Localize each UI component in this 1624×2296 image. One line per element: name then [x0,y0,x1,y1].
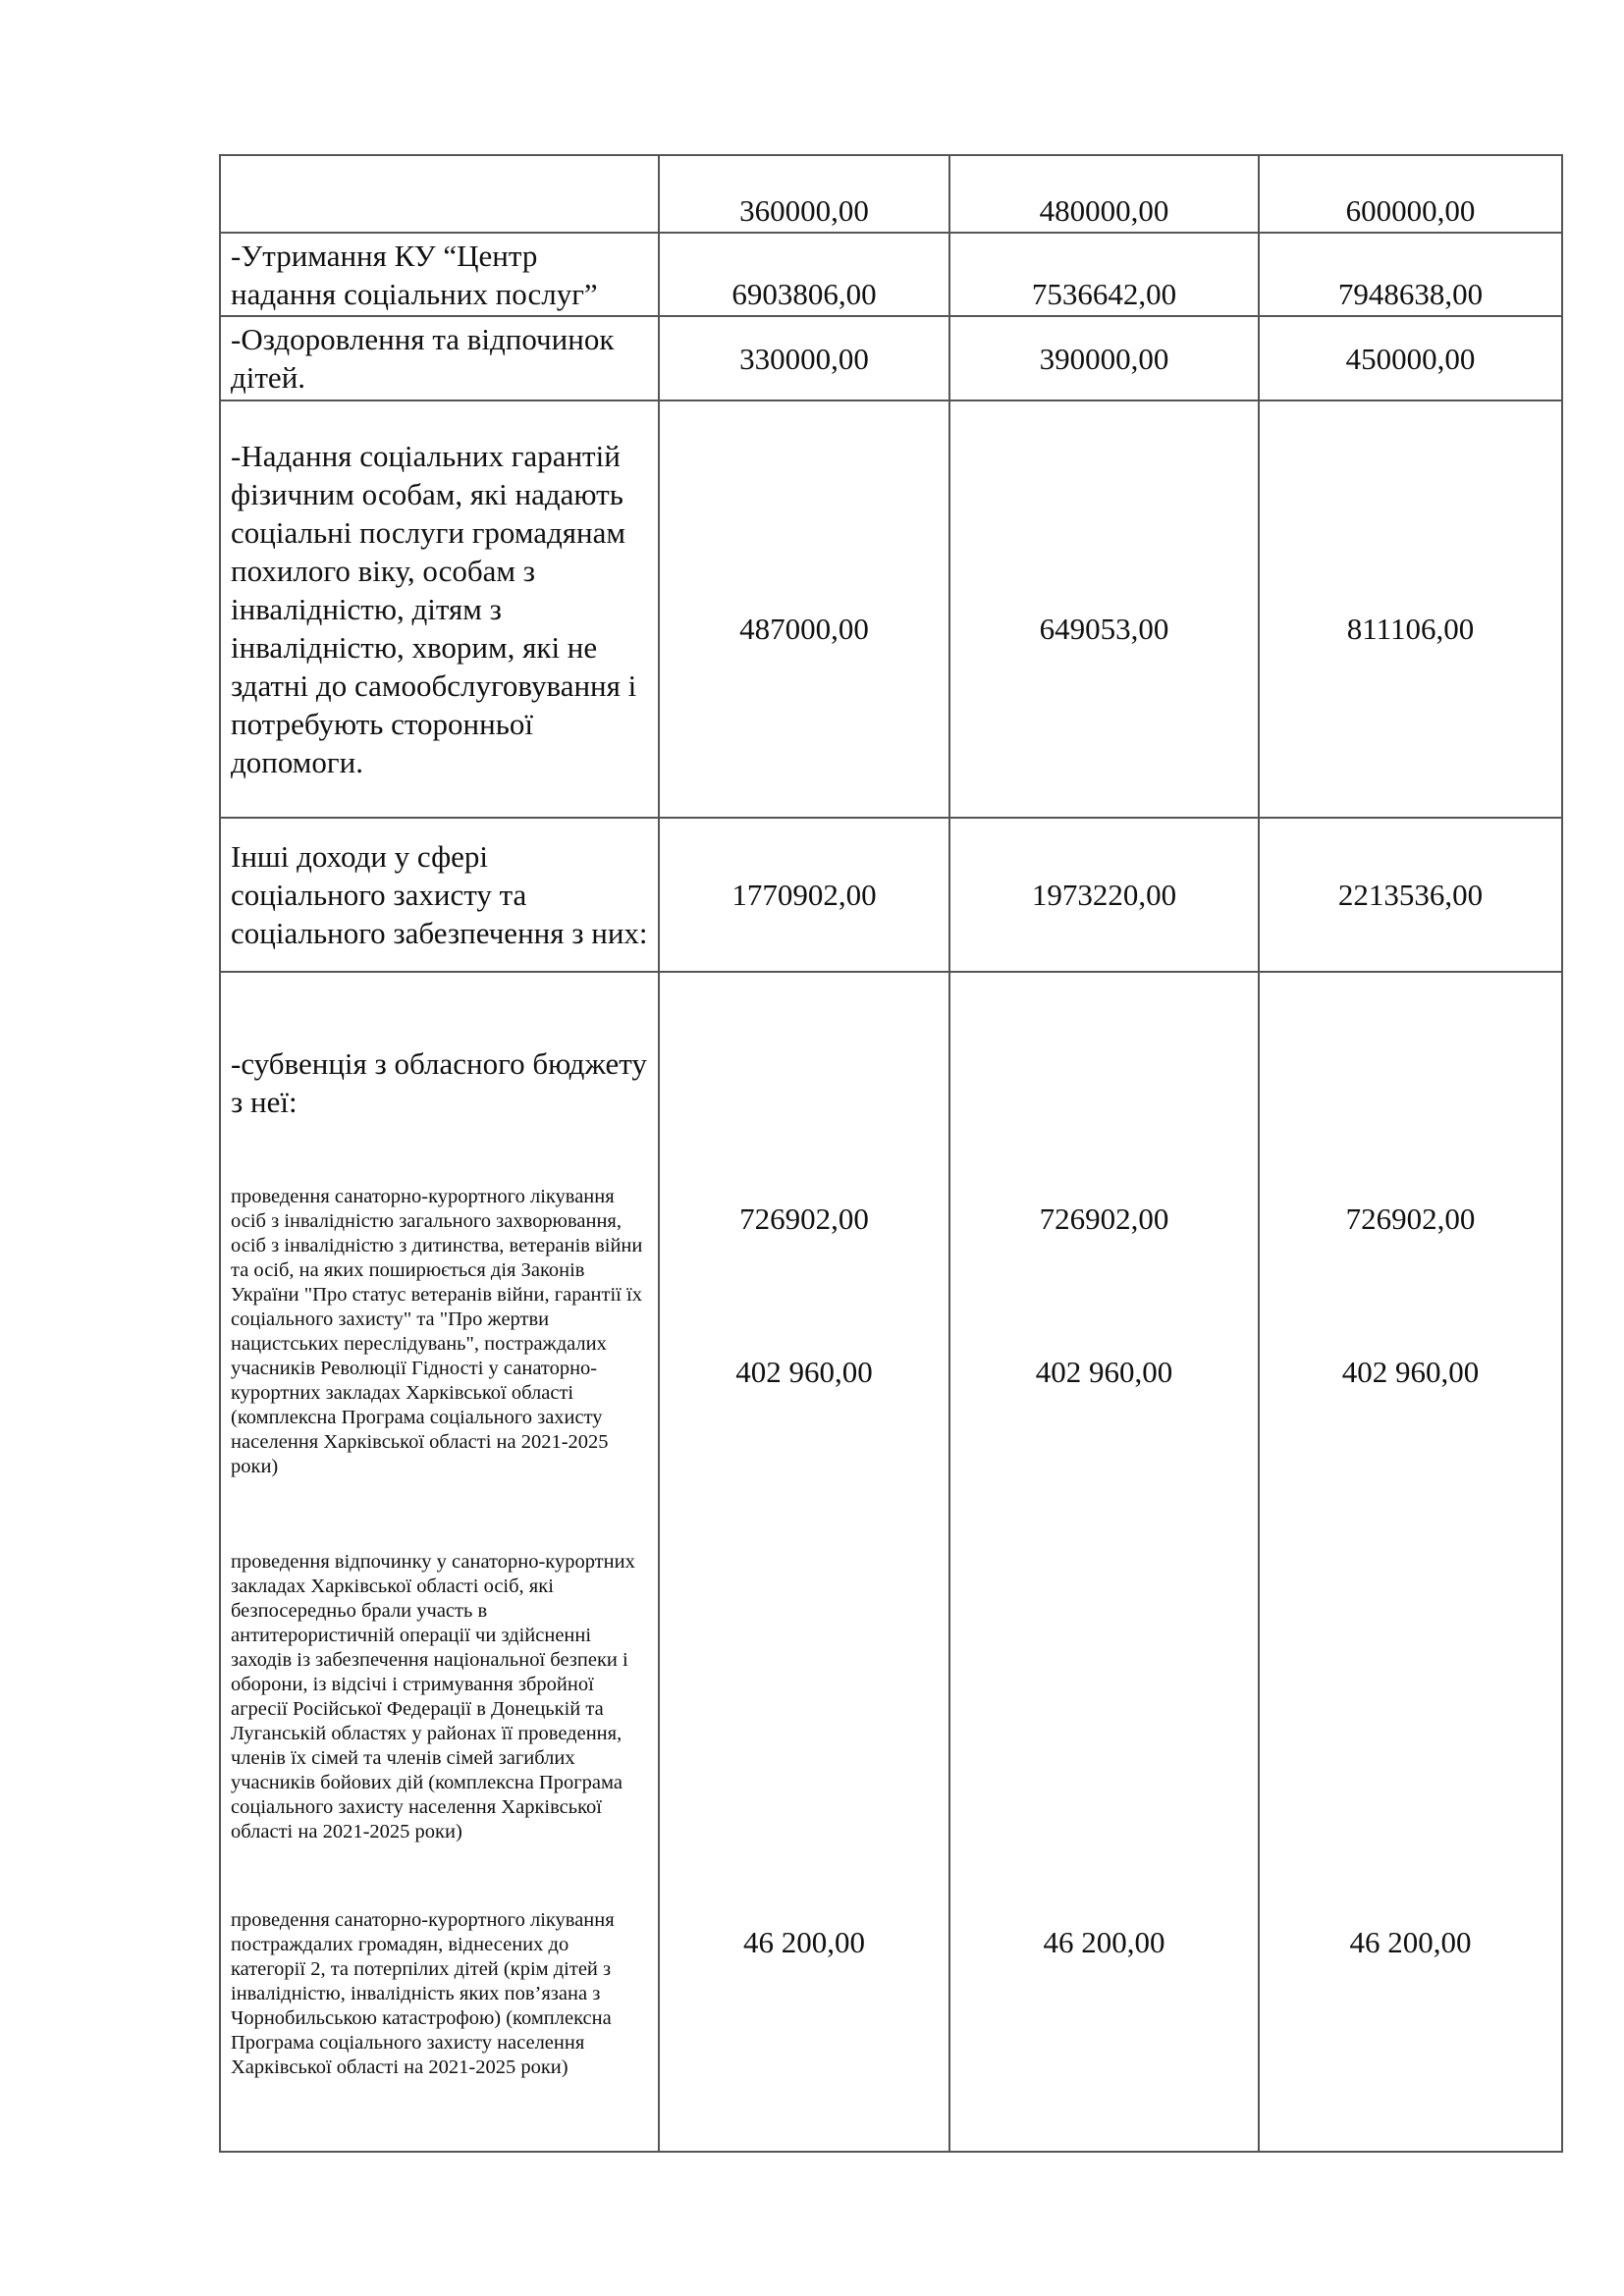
table-row [220,400,1562,818]
value-cell: 726902,00 [1039,1201,1169,1236]
subvention-cell [220,972,659,2152]
value-cell: 402 960,00 [1035,1355,1173,1389]
value-cell: 6903806,00 [659,233,949,316]
value-column [949,972,1259,2152]
table-row [220,972,1562,2152]
row-label: -Надання соціальних гарантій фізичним особам, які надають соціальні послуги громадянам похилого віку, особам з інвалідністю, дітям з інвалідністю, хворим, які не здатні до самообслуговування і потребують сторонньої допомоги. [220,400,659,818]
row-label: -Утримання КУ “Центр надання соціальних послуг” [220,233,659,316]
value-cell: 487000,00 [659,400,949,818]
value-cell: 600000,00 [1259,155,1562,233]
value-column [1259,972,1562,2152]
value-cell: 1770902,00 [659,818,949,972]
row-label: -Оздоровлення та відпочинок дітей. [220,316,659,400]
value-cell: 1973220,00 [949,818,1259,972]
value-cell: 450000,00 [1259,316,1562,400]
row-label: Інші доходи у сфері соціального захисту та соціального забезпечення з них: [220,818,659,972]
table-row [220,233,1562,316]
value-cell: 46 200,00 [1043,1925,1165,1959]
value-cell: 649053,00 [949,400,1259,818]
subvention-item: проведення санаторно-курортного лікування осіб з інвалідністю загального захворювання, осіб з інвалідністю з дитинства, ветеранів війни та осіб, на яких поширюється дія Законів України "Про статус ветеранів війни, гарантії їх соціального захисту" та "Про жертви нацистських переслідувань", постраждалих учасників Революції Гідності у санаторно-курортних закладах Харківської області (комплексна Програма соціального захисту населення Харківської області на 2021-2025 роки) [231,1185,643,1477]
value-cell: 46 200,00 [1349,1925,1472,1959]
value-cell: 7536642,00 [949,233,1259,316]
subvention-label: -субвенція з обласного бюджету з неї: [231,1045,647,1119]
value-cell: 811106,00 [1259,400,1562,818]
value-cell: 330000,00 [659,316,949,400]
value-cell: 402 960,00 [1341,1355,1480,1389]
value-cell: 480000,00 [949,155,1259,233]
value-cell: 390000,00 [949,316,1259,400]
table-row [220,155,1562,233]
value-cell: 360000,00 [659,155,949,233]
value-cell: 46 200,00 [743,1925,865,1959]
value-cell: 7948638,00 [1259,233,1562,316]
table-row [220,818,1562,972]
value-cell: 402 960,00 [735,1355,873,1389]
table-row [220,316,1562,400]
subvention-item: проведення відпочинку у санаторно-курортних закладах Харківської області осіб, які безпосередньо брали участь в антитерористичній операції чи здійсненні заходів із забезпечення національної безпеки і оборони, із відсічі і стримування збройної агресії Російської Федерації в Донецькій та Луганській областях у районах її проведення, членів їх сімей та членів сімей загиблих учасників бойових дій (комплексна Програма соціального захисту населення Харківської області на 2021-2025 роки) [231,1550,635,1842]
row-label [220,155,659,233]
value-column [659,972,949,2152]
value-cell: 2213536,00 [1259,818,1562,972]
value-cell: 726902,00 [739,1201,869,1236]
budget-table [219,154,1563,2153]
subvention-item: проведення санаторно-курортного лікування постраждалих громадян, віднесених до категорії 2, та потерпілих дітей (крім дітей з інвалідністю, інвалідність яких пов’язана з Чорнобильською катастрофою) (комплексна Програма соціального захисту населення Харківської області на 2021-2025 роки) [231,1908,615,2078]
value-cell: 726902,00 [1345,1201,1476,1236]
